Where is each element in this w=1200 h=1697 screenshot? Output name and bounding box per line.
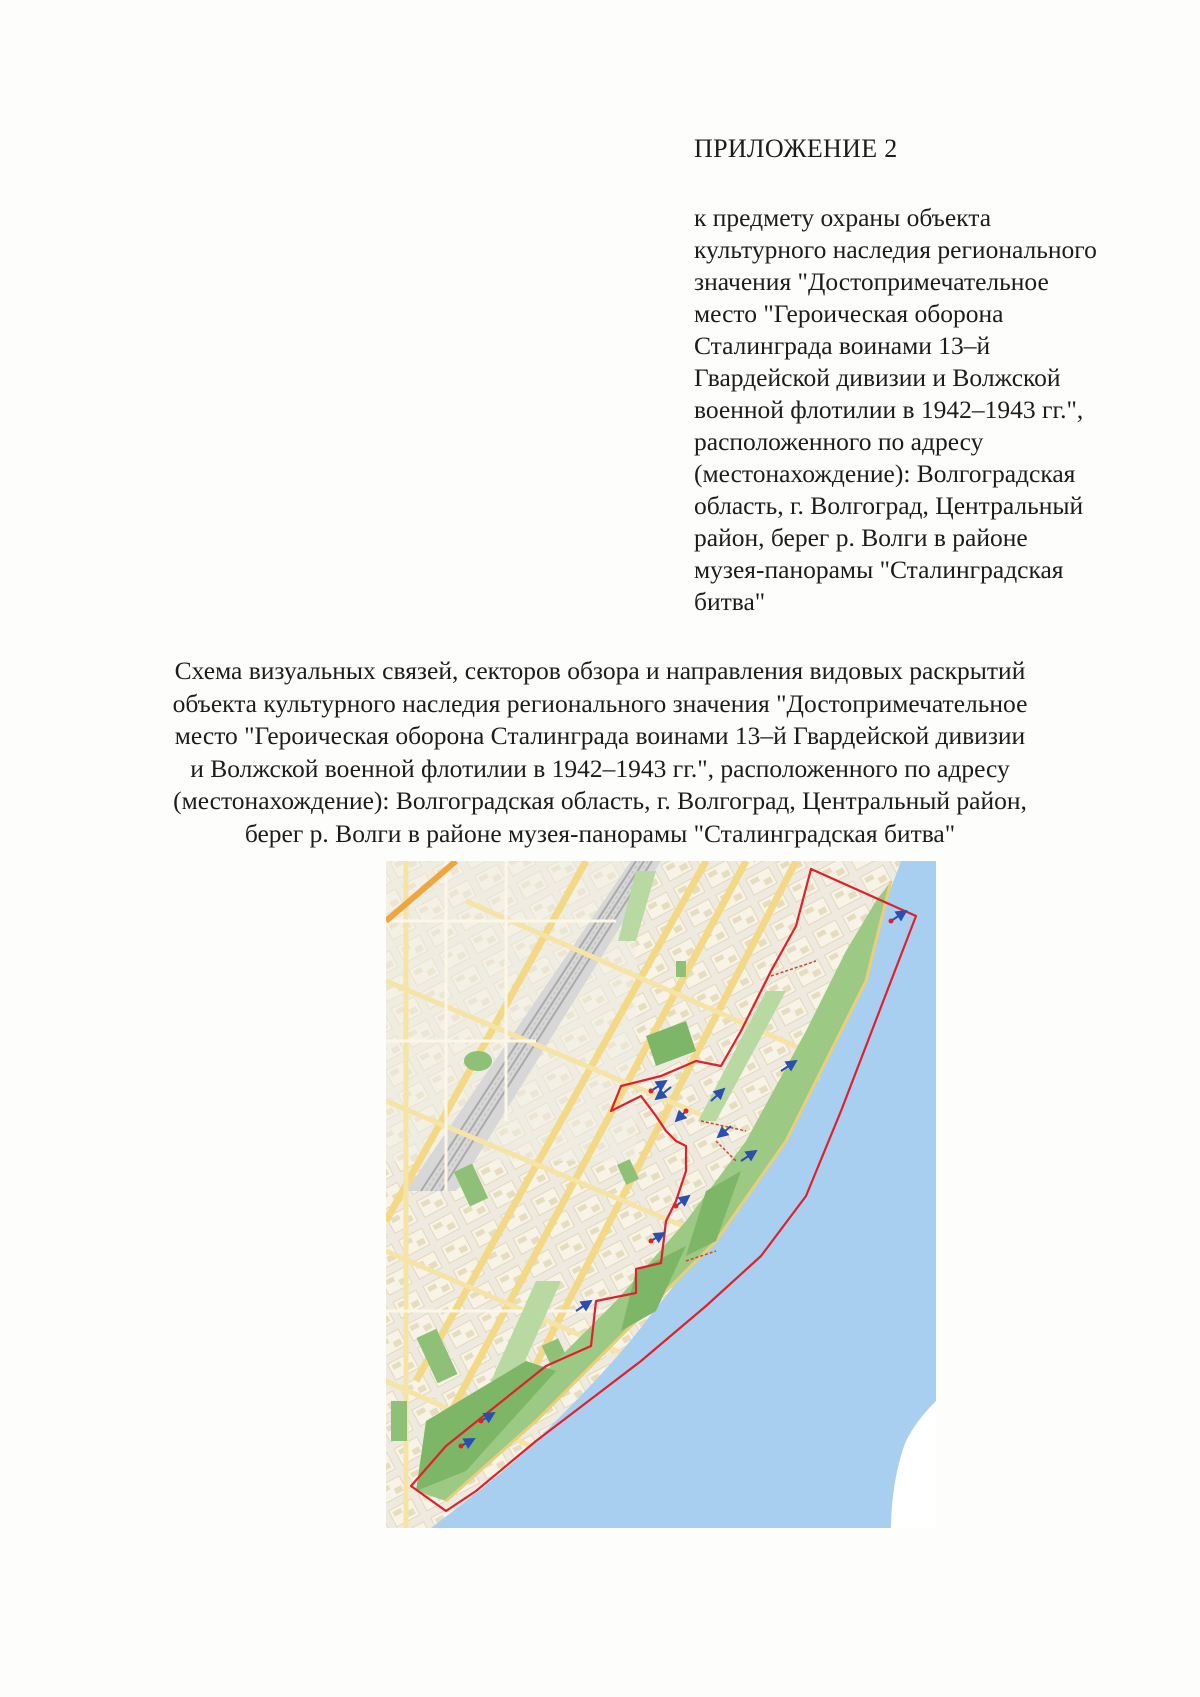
scheme-title-line: Схема визуальных связей, секторов обзора и направления видовых раскрытий [174, 656, 1026, 685]
scheme-title-line: берег р. Волги в районе музея-панорамы "Сталинградская битва" [244, 818, 956, 848]
appendix-note-line: культурного наследия регионального [694, 235, 1097, 264]
appendix-note-line: район, берег р. Волги в районе [694, 523, 1028, 552]
appendix-note-line: (местонахождение): Волгоградская [694, 459, 1076, 488]
appendix-note-line: значения "Достопримечательное [694, 267, 1049, 296]
appendix-note-line: область, г. Волгоград, Центральный [694, 491, 1084, 520]
appendix-note-line: битва" [694, 587, 766, 616]
appendix-note-line: Гвардейской дивизии и Волжской [694, 363, 1061, 392]
scheme-title [90, 655, 1110, 850]
appendix-heading: ПРИЛОЖЕНИЕ 2 [694, 134, 898, 163]
scheme-title-line: (местонахождение): Волгоградская область, г. Волгоград, Центральный район, [173, 786, 1027, 815]
scheme-title-line: место "Героическая оборона Сталинграда воинами 13–й Гвардейской дивизии [174, 721, 1026, 750]
appendix-note-line: место "Героическая оборона [694, 299, 1004, 328]
map-canvas [386, 861, 936, 1528]
scheme-title-line: и Волжской военной флотилии в 1942–1943 гг.", расположенного по адресу [190, 753, 1010, 783]
appendix-note [694, 202, 1164, 618]
appendix-note-line: к предмету охраны объекта [694, 203, 992, 232]
appendix-note-line: расположенного по адресу [694, 427, 984, 456]
appendix-note-line: Сталинграда воинами 13–й [694, 331, 991, 360]
scheme-title-line: объекта культурного наследия регионального значения "Достопримечательное [172, 688, 1028, 718]
visual-links-map [386, 861, 936, 1528]
appendix-note-line: музея-панорамы "Сталинградская [694, 555, 1064, 584]
appendix-note-line: военной флотилии в 1942–1943 гг.", [694, 395, 1084, 424]
